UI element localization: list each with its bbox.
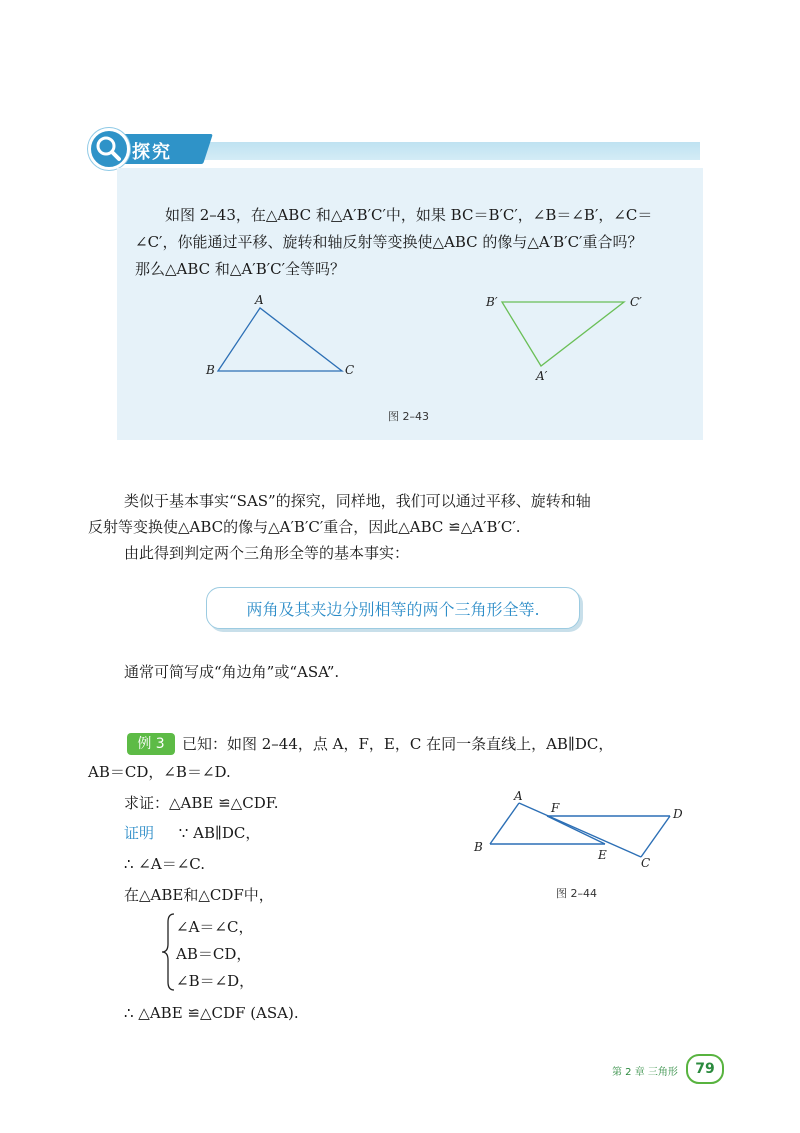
label-c-prime: C′: [630, 295, 642, 309]
label-b: B: [206, 363, 215, 377]
conclusion: ∴ △ABE ≌△CDF (ASA).: [124, 1004, 299, 1022]
label-b-prime: B′: [486, 295, 498, 309]
proof-line-3: 在△ABE和△CDF中，: [124, 886, 274, 904]
segment-ac: [519, 803, 641, 857]
rule-text: 两角及其夹边分别相等的两个三角形全等.: [246, 600, 540, 619]
cond-2: AB＝CD，: [176, 945, 252, 963]
footer-chapter: 第 2 章 三角形: [612, 1067, 678, 1078]
explore-title: 探究: [132, 142, 172, 163]
segment-ab: [490, 803, 519, 844]
segment-dc: [641, 816, 670, 857]
label-a: A: [255, 293, 264, 307]
label-d: D: [673, 807, 683, 821]
cond-3: ∠B＝∠D，: [176, 972, 255, 990]
explore-line-1: 如图 2–43，在△ABC 和△A′B′C′中，如果 BC＝B′C′，∠B＝∠B′，∠C＝: [165, 206, 653, 224]
example-badge: 例 3: [127, 733, 175, 755]
explore-line-3: 那么△ABC 和△A′B′C′全等吗？: [135, 260, 346, 278]
explore-line-2: ∠C′，你能通过平移、旋转和轴反射等变换使△ABC 的像与△A′B′C′重合吗？: [135, 233, 643, 251]
figure-2-43-caption: 图 2–43: [388, 410, 429, 423]
body-para-1-line-1: 类似于基本事实“SAS”的探究，同样地，我们可以通过平移、旋转和轴: [124, 492, 591, 510]
proof-label: 证明: [124, 824, 155, 842]
label-e: E: [598, 848, 607, 862]
label-c: C: [641, 856, 651, 870]
proof-because: ∵ AB∥DC，: [178, 824, 261, 842]
example-prove: 求证：△ABE ≌△CDF.: [124, 794, 279, 812]
label-f: F: [551, 801, 560, 815]
example-line-1: 已知：如图 2–44，点 A，F，E，C 在同一条直线上，AB∥DC，: [182, 735, 614, 753]
body-para-2: 由此得到判定两个三角形全等的基本事实：: [124, 544, 410, 562]
body-para-1-line-2: 反射等变换使△ABC的像与△A′B′C′重合，因此△ABC ≌△A′B′C′.: [88, 518, 521, 536]
example-line-2: AB＝CD，∠B＝∠D.: [88, 763, 231, 781]
label-b: B: [474, 840, 483, 854]
label-c: C: [345, 363, 355, 377]
segment-fe: [547, 816, 605, 844]
label-a-prime: A′: [536, 369, 548, 383]
body-para-3: 通常可简写成“角边角”或“ASA”.: [124, 663, 340, 681]
page-number: 79: [686, 1054, 724, 1084]
label-a: A: [514, 789, 523, 803]
cond-1: ∠A＝∠C，: [176, 918, 254, 936]
proof-line-2: ∴ ∠A＝∠C.: [124, 855, 205, 873]
figure-2-44-caption: 图 2–44: [556, 887, 597, 900]
figure-2-44-lines: [490, 803, 670, 857]
